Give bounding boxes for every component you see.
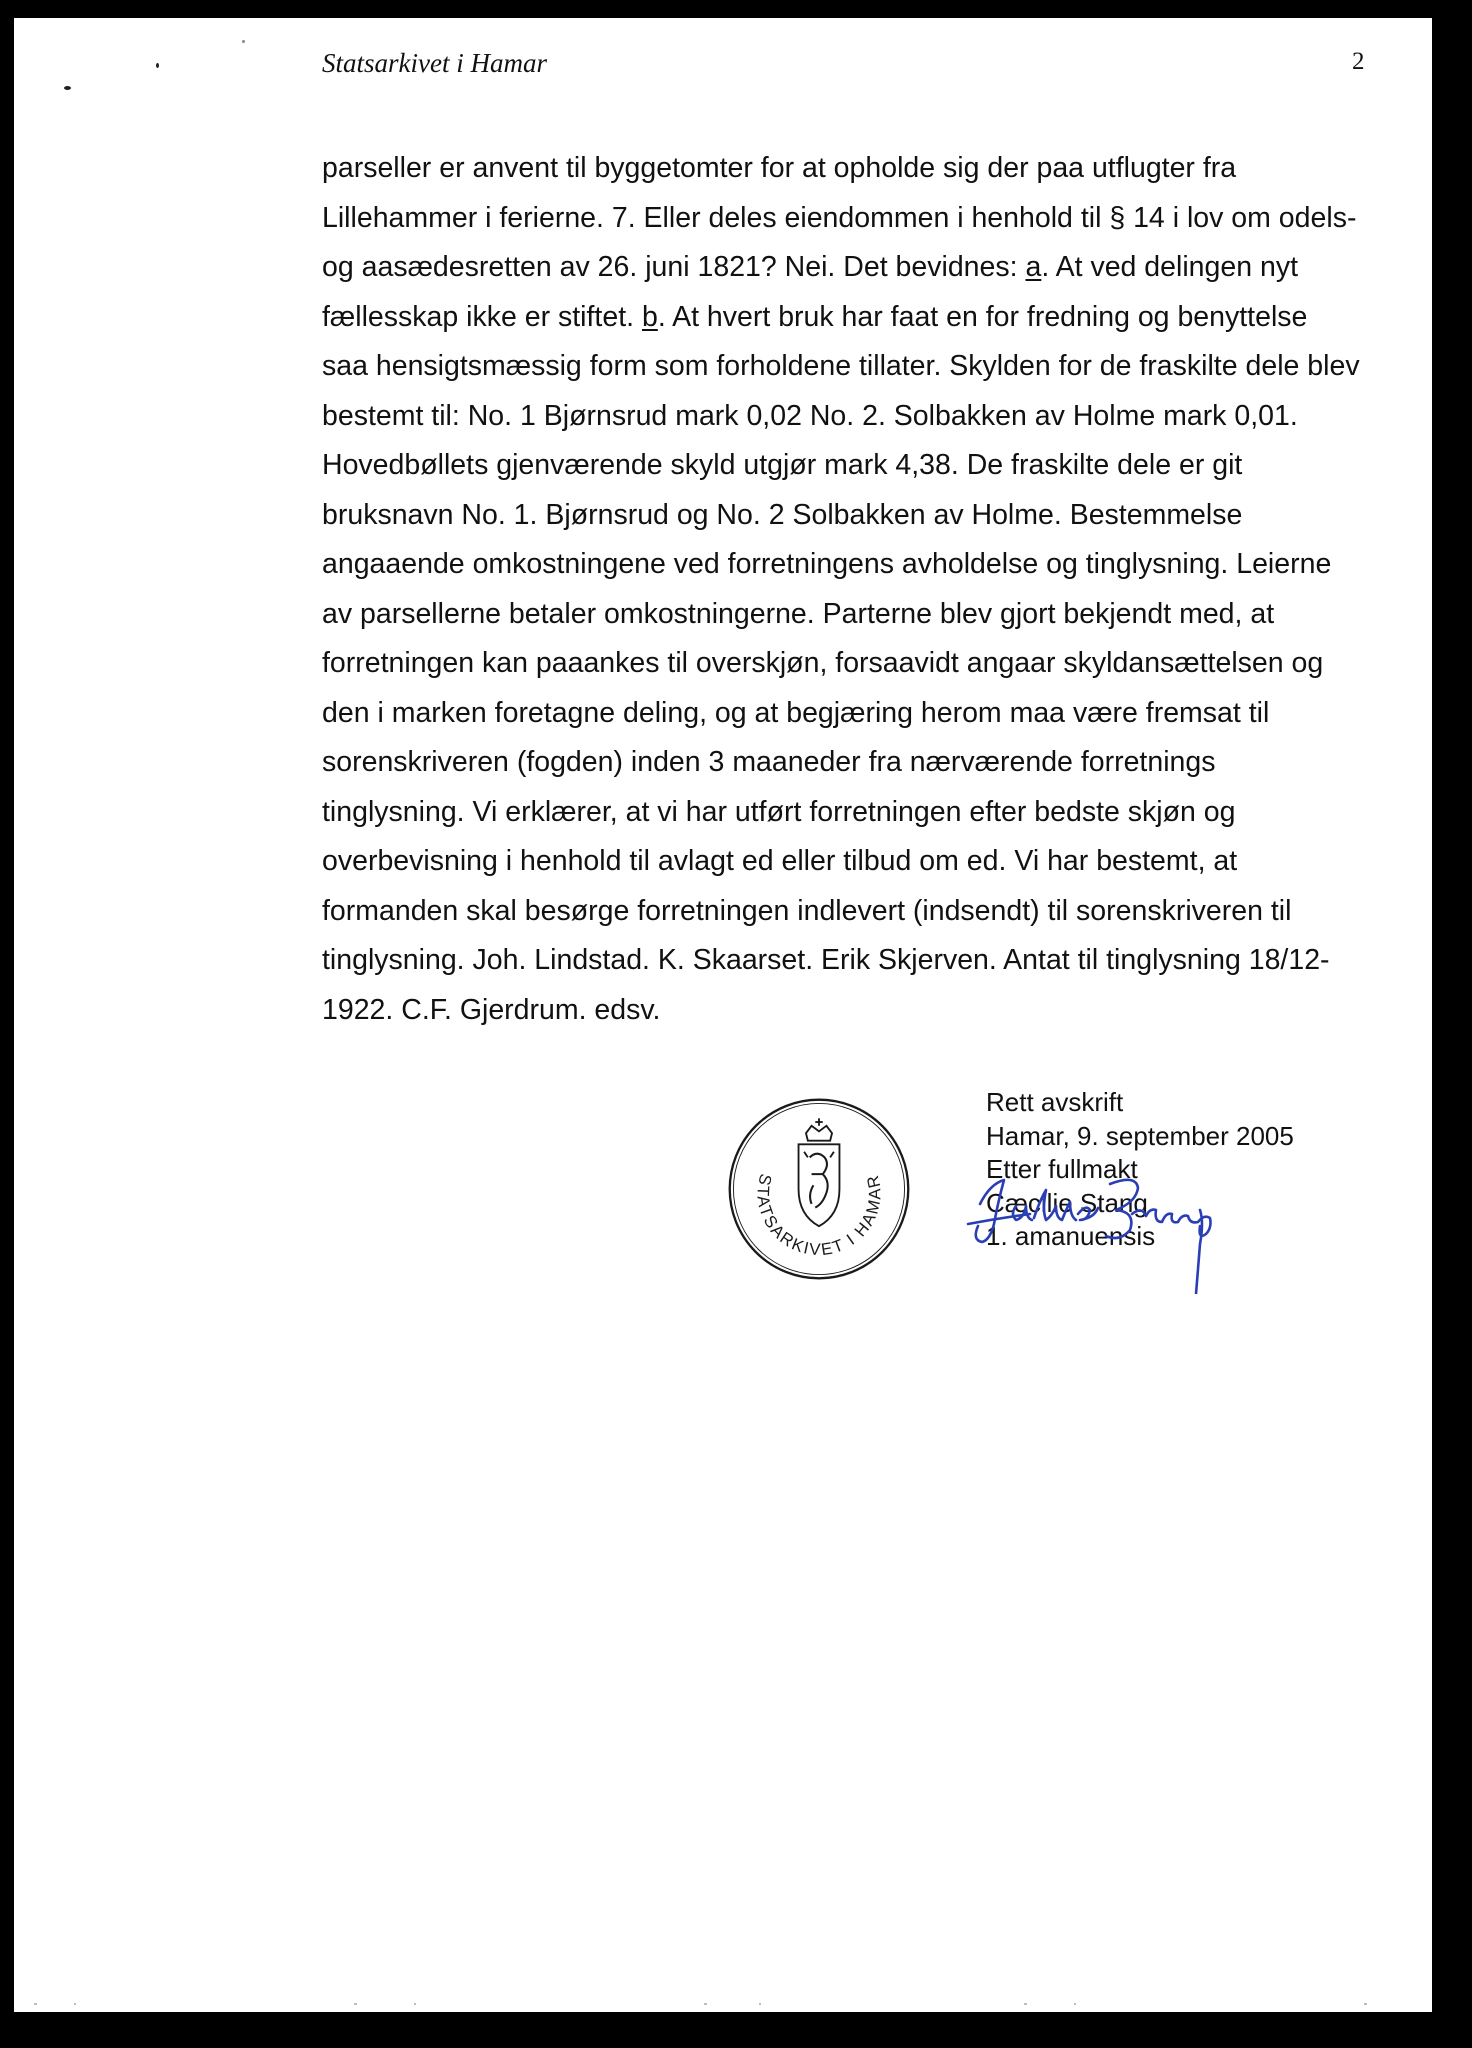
underlined-letter: a <box>1025 251 1042 283</box>
text-line: Hovedbøllets gjenværende skyld utgjør mark 4,38. De fraskilte dele er git <box>322 449 1243 481</box>
text-line: sorenskriveren (fogden) inden 3 maaneder fra nærværende forretnings <box>322 746 1216 778</box>
text-line: av parsellerne betaler omkostningerne. Parterne blev gjort bekjendt med, at <box>322 597 1275 630</box>
text-line: 1922. C.F. Gjerdrum. edsv. <box>322 993 661 1026</box>
scan-speck <box>156 63 159 68</box>
text-line: overbevisning i henhold til avlagt ed eller tilbud om ed. Vi har bestemt, at <box>322 845 1238 877</box>
text-line: Lillehammer i ferierne. 7. Eller deles eiendommen i henhold til § 14 i lov om odels- <box>322 201 1357 234</box>
text-line: formanden skal besørge forretningen indlevert (indsendt) til sorenskriveren til <box>322 894 1292 927</box>
certification-authority: Etter fullmakt <box>986 1154 1138 1184</box>
text-line: parseller er anvent til byggetomter for at opholde sig der paa utflugter fra <box>322 152 1237 184</box>
text-line: bruksnavn No. 1. Bjørnsrud og No. 2 Solbakken av Holme. Bestemmelse <box>322 498 1243 531</box>
document-page <box>14 18 1432 2012</box>
svg-text:STATSARKIVET I HAMAR <box>753 1172 884 1259</box>
text-line <box>322 243 1382 293</box>
scan-edge-dots <box>14 2002 1432 2006</box>
archive-seal-stamp <box>726 1096 912 1282</box>
text-segment: . At hvert bruk har faat en for fredning og benyttelse <box>657 300 1308 333</box>
text-line: forretningen kan paaankes til overskjøn, forsaavidt angaar skyldansættelsen og <box>322 647 1324 679</box>
text-line: tinglysning. Vi erklærer, at vi har utført forretningen efter bedste skjøn og <box>322 795 1236 828</box>
scan-speck <box>242 40 245 43</box>
signatory-name: Cæcilie Stang <box>986 1187 1148 1218</box>
text-line: angaaende omkostningene ved forretningens avholdelse og tinglysning. Leierne <box>322 548 1332 580</box>
text-line: tinglysning. Joh. Lindstad. K. Skaarset. Erik Skjerven. Antat til tinglysning 18/12- <box>322 944 1330 976</box>
certification-heading: Rett avskrift <box>986 1087 1124 1117</box>
text-line <box>322 293 1382 343</box>
transcription-text <box>322 144 1382 1035</box>
signatory-title: 1. amanuensis <box>986 1221 1156 1251</box>
coat-of-arms-icon <box>799 1118 840 1226</box>
seal-text: STATSARKIVET I HAMAR <box>753 1171 885 1260</box>
certification-place-date: Hamar, 9. september 2005 <box>986 1120 1294 1151</box>
archive-name: Statsarkivet i Hamar <box>322 48 547 78</box>
scan-speck <box>64 86 71 90</box>
text-segment: fællesskap ikke er stiftet. <box>322 300 642 333</box>
underlined-letter: b <box>641 300 658 333</box>
page-number: 2 <box>1352 48 1365 75</box>
certification-block <box>986 1086 1294 1254</box>
text-line: bestemt til: No. 1 Bjørnsrud mark 0,02 No. 2. Solbakken av Holme mark 0,01. <box>322 399 1298 432</box>
text-line: den i marken foretagne deling, og at begjæring herom maa være fremsat til <box>322 696 1270 729</box>
text-segment: . At ved delingen nyt <box>1041 251 1299 283</box>
text-segment: og aasædesretten av 26. juni 1821? Nei. Det bevidnes: <box>322 251 1026 283</box>
text-line: saa hensigtsmæssig form som forholdene tillater. Skylden for de fraskilte dele blev <box>322 350 1360 382</box>
